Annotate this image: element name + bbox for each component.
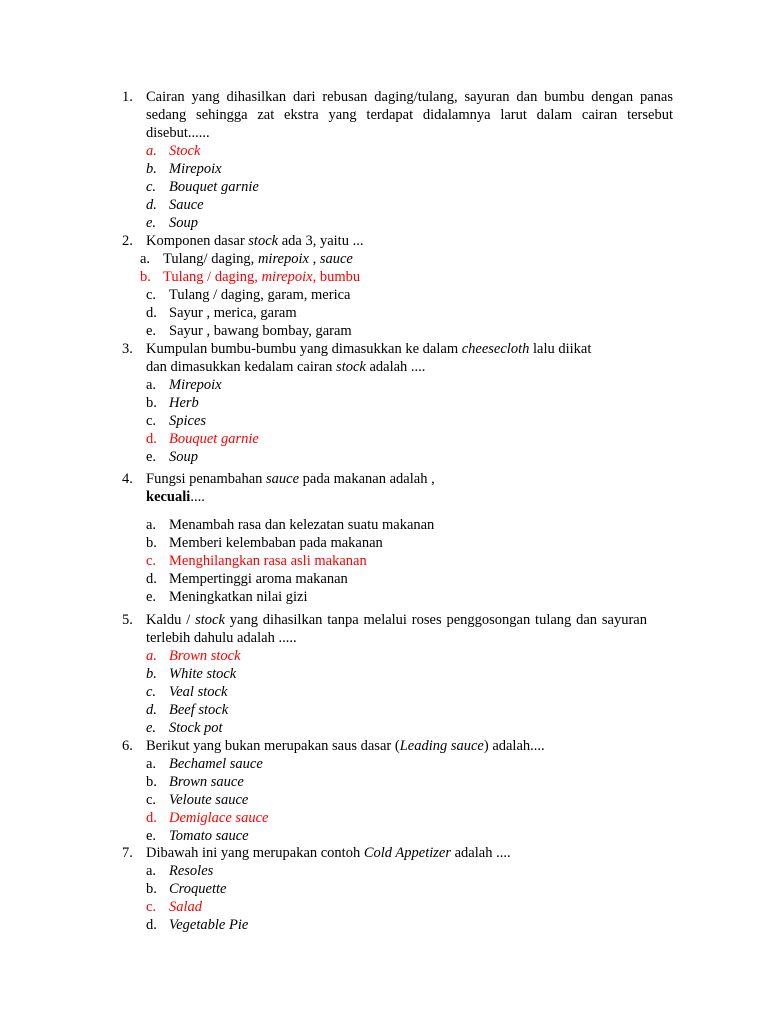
question-stem: Berikut yang bukan merupakan saus dasar (Leading sauce) adalah.... — [146, 738, 545, 754]
question-stem: Komponen dasar stock ada 3, yaitu ... — [146, 233, 364, 249]
question-number: 1. — [122, 89, 133, 105]
document-page: 1. Cairan yang dihasilkan dari rebusan daging/tulang, sayuran dan bumbu dengan panas sedang sehingga zat ekstra yang terdapat didalamnya larut dalam cairan tersebut disebut...... a. Stock b. Mirepoix c. Bouquet garnie d. Sauce e. Soup 2. Komponen dasar stock ada 3, yaitu ... a. Tulang/ daging, mirepoix , sauce b. Tulang / daging, mirepoix, bumbu c. Tulang / daging, garam, merica d. Sayur , merica, garam e. Sayur , bawang bombay, garam 3. Kumpulan bumbu-bumbu yang dimasukkan ke dalam cheesecloth lalu diikat dan dimasukkan kedalam cairan stock adalah .... a. Mirepoix b. Herb c. Spices d. Bouquet garnie e. Soup 4. Fungsi penambahan sauce pada makanan adalah , kecuali.... a. Menambah rasa dan kelezatan suatu makanan b. Memberi kelembaban pada makanan c. Menghilangkan rasa asli makanan d. Mempertinggi aroma makanan e. Meningkatkan nilai gizi 5. Kaldu / stock yang dihasilkan tanpa melalui roses penggosongan tulang dan sayuran terlebih dahulu adalah ..... a. Brown stock b. White stock c. Veal stock d. Beef stock e. Stock pot 6. Berikut yang bukan merupakan saus dasar (Leading sauce) adalah.... a. Bechamel sauce b. Brown sauce c. Veloute sauce d. Demiglace sauce e. Tomato sauce 7. Dibawah ini yang merupakan contoh Cold Appetizer adalah .... a. Resoles b. Croquette c. Salad d. Vegetable Pie — [122, 89, 673, 933]
question-number: 4. — [122, 471, 133, 487]
question-stem: Dibawah ini yang merupakan contoh Cold Appetizer adalah .... — [146, 845, 511, 861]
question-number: 6. — [122, 738, 133, 754]
question-stem: Kaldu / stock yang dihasilkan tanpa melalui roses penggosongan tulang dan sayuran terlebih dahulu adalah ..... — [146, 612, 647, 646]
question-stem: Fungsi penambahan sauce pada makanan adalah , kecuali.... — [146, 471, 435, 505]
question-stem: Kumpulan bumbu-bumbu yang dimasukkan ke dalam cheesecloth lalu diikat dan dimasukkan kedalam cairan stock adalah .... — [146, 341, 592, 375]
question-number: 2. — [122, 233, 133, 249]
question-stem: Cairan yang dihasilkan dari rebusan daging/tulang, sayuran dan bumbu dengan panas sedang sehingga zat ekstra yang terdapat didalamnya larut dalam cairan tersebut disebut...... — [146, 89, 673, 141]
question-number: 7. — [122, 845, 133, 861]
question-number: 5. — [122, 612, 133, 628]
question-number: 3. — [122, 341, 133, 357]
